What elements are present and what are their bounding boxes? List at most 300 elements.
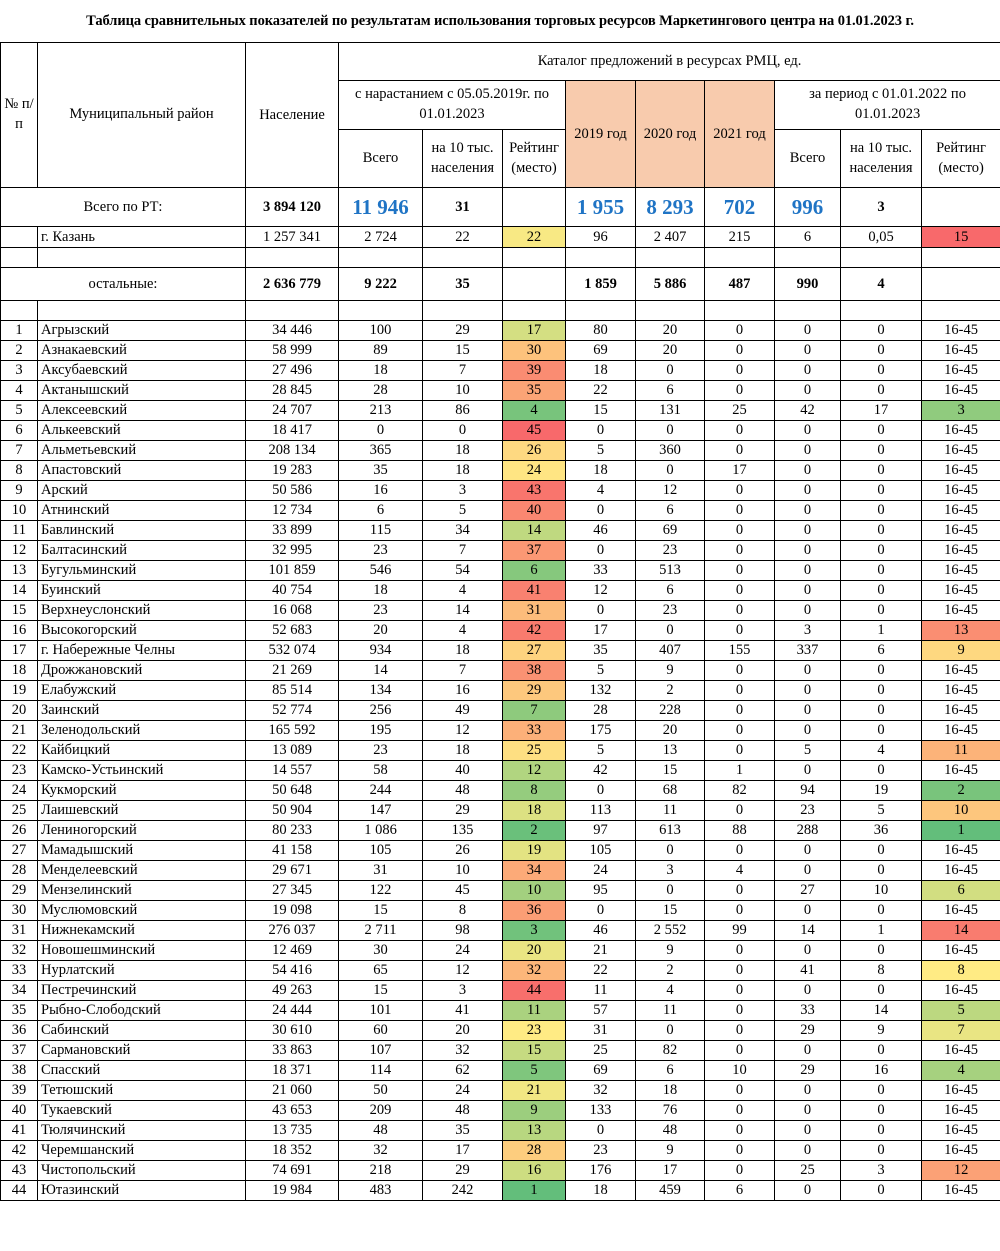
row-period-per10k: 0 [841, 501, 922, 521]
summary-kazan-2021: 215 [705, 227, 775, 248]
row-period-total: 0 [775, 561, 841, 581]
row-cum-total: 32 [339, 1141, 423, 1161]
row-period-total: 41 [775, 961, 841, 981]
row-period-per10k: 0 [841, 1181, 922, 1201]
table-row [1, 461, 1000, 481]
row-cum-per10k: 62 [423, 1061, 503, 1081]
row-2021: 0 [705, 521, 775, 541]
row-district: Новошешминский [38, 941, 246, 961]
table-row [1, 1001, 1000, 1021]
row-period-total: 0 [775, 381, 841, 401]
row-district: Ютазинский [38, 1181, 246, 1201]
row-district: Сармановский [38, 1041, 246, 1061]
table-row [1, 601, 1000, 621]
table-row [1, 821, 1000, 841]
row-2020: 0 [636, 881, 705, 901]
row-2020: 3 [636, 861, 705, 881]
row-cum-per10k: 48 [423, 1101, 503, 1121]
row-period-rating: 16-45 [922, 1041, 1000, 1061]
row-period-total: 29 [775, 1021, 841, 1041]
summary-kazan-period-total: 6 [775, 227, 841, 248]
summary-total-cum-per10k: 31 [423, 188, 503, 227]
row-period-total: 0 [775, 901, 841, 921]
summary-kazan-period-rating: 15 [922, 227, 1000, 248]
row-cum-per10k: 29 [423, 801, 503, 821]
row-population: 43 653 [246, 1101, 339, 1121]
table-row [1, 721, 1000, 741]
row-num: 6 [1, 421, 38, 441]
row-period-rating: 9 [922, 641, 1000, 661]
row-2021: 0 [705, 1021, 775, 1041]
row-population: 40 754 [246, 581, 339, 601]
row-district: г. Набережные Челны [38, 641, 246, 661]
row-period-total: 0 [775, 1101, 841, 1121]
row-2019: 5 [566, 661, 636, 681]
row-num: 10 [1, 501, 38, 521]
row-2021: 155 [705, 641, 775, 661]
row-2019: 0 [566, 501, 636, 521]
row-district: Апастовский [38, 461, 246, 481]
row-2021: 0 [705, 441, 775, 461]
row-num: 34 [1, 981, 38, 1001]
row-2020: 15 [636, 901, 705, 921]
row-cum-total: 20 [339, 621, 423, 641]
row-cum-total: 105 [339, 841, 423, 861]
summary-total-cum-total: 11 946 [339, 188, 423, 227]
row-2021: 82 [705, 781, 775, 801]
row-2019: 0 [566, 601, 636, 621]
summary-kazan-2020: 2 407 [636, 227, 705, 248]
row-district: Кукморский [38, 781, 246, 801]
table-row [1, 321, 1000, 341]
row-cum-rating: 3 [503, 921, 566, 941]
row-period-per10k: 0 [841, 361, 922, 381]
row-2020: 11 [636, 1001, 705, 1021]
row-2019: 18 [566, 461, 636, 481]
row-population: 50 586 [246, 481, 339, 501]
table-row [1, 481, 1000, 501]
row-cum-rating: 45 [503, 421, 566, 441]
row-2020: 0 [636, 1021, 705, 1041]
row-num: 44 [1, 1181, 38, 1201]
summary-kazan-cum-total: 2 724 [339, 227, 423, 248]
row-period-rating: 16-45 [922, 1121, 1000, 1141]
row-cum-total: 15 [339, 901, 423, 921]
row-period-rating: 16-45 [922, 421, 1000, 441]
row-district: Альметьевский [38, 441, 246, 461]
row-period-total: 0 [775, 681, 841, 701]
row-cum-per10k: 49 [423, 701, 503, 721]
row-cum-total: 365 [339, 441, 423, 461]
row-2019: 22 [566, 381, 636, 401]
row-2019: 24 [566, 861, 636, 881]
row-period-per10k: 0 [841, 601, 922, 621]
row-cum-per10k: 41 [423, 1001, 503, 1021]
table-row [1, 761, 1000, 781]
row-period-rating: 16-45 [922, 461, 1000, 481]
row-cum-per10k: 14 [423, 601, 503, 621]
row-district: Высокогорский [38, 621, 246, 641]
row-num: 9 [1, 481, 38, 501]
row-num: 43 [1, 1161, 38, 1181]
row-2021: 0 [705, 701, 775, 721]
row-period-total: 0 [775, 981, 841, 1001]
row-2020: 17 [636, 1161, 705, 1181]
table-row [1, 1181, 1000, 1201]
row-period-total: 0 [775, 1121, 841, 1141]
row-cum-total: 48 [339, 1121, 423, 1141]
row-district: Азнакаевский [38, 341, 246, 361]
row-2021: 0 [705, 961, 775, 981]
row-2020: 13 [636, 741, 705, 761]
row-district: Верхнеуслонский [38, 601, 246, 621]
row-num: 19 [1, 681, 38, 701]
row-cum-per10k: 26 [423, 841, 503, 861]
row-2019: 28 [566, 701, 636, 721]
row-district: Камско-Устьинский [38, 761, 246, 781]
row-2020: 2 552 [636, 921, 705, 941]
row-period-rating: 7 [922, 1021, 1000, 1041]
row-cum-rating: 12 [503, 761, 566, 781]
row-2020: 4 [636, 981, 705, 1001]
row-period-per10k: 0 [841, 1141, 922, 1161]
table-row [1, 441, 1000, 461]
row-period-rating: 16-45 [922, 361, 1000, 381]
header-2020: 2020 год [636, 81, 705, 188]
row-cum-total: 30 [339, 941, 423, 961]
summary-rest-period-rating [922, 268, 1000, 301]
row-period-rating: 16-45 [922, 481, 1000, 501]
row-district: Арский [38, 481, 246, 501]
row-cum-total: 244 [339, 781, 423, 801]
row-period-per10k: 1 [841, 921, 922, 941]
row-num: 13 [1, 561, 38, 581]
row-period-total: 0 [775, 481, 841, 501]
row-cum-rating: 41 [503, 581, 566, 601]
row-period-rating: 14 [922, 921, 1000, 941]
summary-row-kazan [1, 227, 1000, 248]
row-cum-rating: 36 [503, 901, 566, 921]
header-period-rating: Рейтинг (место) [922, 130, 1000, 188]
row-2021: 0 [705, 421, 775, 441]
row-period-rating: 16-45 [922, 1101, 1000, 1121]
header-2021: 2021 год [705, 81, 775, 188]
table-row [1, 701, 1000, 721]
table-row [1, 1061, 1000, 1081]
table-row [1, 381, 1000, 401]
table-row [1, 1041, 1000, 1061]
row-period-total: 0 [775, 861, 841, 881]
header-period-total: Всего [775, 130, 841, 188]
row-period-per10k: 0 [841, 1081, 922, 1101]
row-2021: 0 [705, 341, 775, 361]
row-period-rating: 16-45 [922, 681, 1000, 701]
row-period-rating: 16-45 [922, 441, 1000, 461]
row-2020: 613 [636, 821, 705, 841]
row-cum-rating: 11 [503, 1001, 566, 1021]
row-population: 33 863 [246, 1041, 339, 1061]
row-2021: 0 [705, 1161, 775, 1181]
row-2021: 0 [705, 1101, 775, 1121]
row-2020: 131 [636, 401, 705, 421]
row-period-total: 0 [775, 1141, 841, 1161]
row-cum-total: 18 [339, 361, 423, 381]
row-cum-per10k: 7 [423, 661, 503, 681]
row-district: Рыбно-Слободский [38, 1001, 246, 1021]
row-cum-total: 934 [339, 641, 423, 661]
row-2019: 175 [566, 721, 636, 741]
row-period-total: 0 [775, 341, 841, 361]
row-2019: 0 [566, 421, 636, 441]
row-cum-total: 15 [339, 981, 423, 1001]
row-2020: 360 [636, 441, 705, 461]
row-period-rating: 16-45 [922, 841, 1000, 861]
row-cum-per10k: 29 [423, 1161, 503, 1181]
row-population: 18 371 [246, 1061, 339, 1081]
row-period-rating: 16-45 [922, 981, 1000, 1001]
row-cum-rating: 14 [503, 521, 566, 541]
row-num: 28 [1, 861, 38, 881]
row-population: 27 496 [246, 361, 339, 381]
row-cum-per10k: 35 [423, 1121, 503, 1141]
row-period-total: 0 [775, 761, 841, 781]
row-period-total: 0 [775, 661, 841, 681]
spacer-row [1, 301, 1000, 321]
table-row [1, 961, 1000, 981]
row-period-rating: 16-45 [922, 341, 1000, 361]
row-2020: 11 [636, 801, 705, 821]
row-cum-total: 16 [339, 481, 423, 501]
row-period-per10k: 0 [841, 521, 922, 541]
row-period-per10k: 1 [841, 621, 922, 641]
row-num: 25 [1, 801, 38, 821]
row-cum-per10k: 40 [423, 761, 503, 781]
row-num: 15 [1, 601, 38, 621]
row-cum-rating: 44 [503, 981, 566, 1001]
row-period-per10k: 0 [841, 421, 922, 441]
row-2020: 6 [636, 581, 705, 601]
row-cum-total: 2 711 [339, 921, 423, 941]
row-period-per10k: 0 [841, 681, 922, 701]
row-district: Сабинский [38, 1021, 246, 1041]
row-population: 165 592 [246, 721, 339, 741]
row-population: 50 648 [246, 781, 339, 801]
row-period-total: 0 [775, 601, 841, 621]
row-2019: 113 [566, 801, 636, 821]
row-period-total: 29 [775, 1061, 841, 1081]
row-period-per10k: 0 [841, 861, 922, 881]
row-cum-rating: 16 [503, 1161, 566, 1181]
row-2020: 459 [636, 1181, 705, 1201]
row-num: 24 [1, 781, 38, 801]
row-district: Тетюшский [38, 1081, 246, 1101]
row-period-per10k: 36 [841, 821, 922, 841]
row-2019: 5 [566, 441, 636, 461]
row-district: Нижнекамский [38, 921, 246, 941]
row-2021: 0 [705, 1121, 775, 1141]
row-population: 208 134 [246, 441, 339, 461]
row-cum-per10k: 98 [423, 921, 503, 941]
summary-row-total [1, 188, 1000, 227]
row-district: Атнинский [38, 501, 246, 521]
table-row [1, 1021, 1000, 1041]
comparison-table [0, 42, 1000, 1201]
row-population: 101 859 [246, 561, 339, 581]
row-2021: 0 [705, 361, 775, 381]
summary-total-population: 3 894 120 [246, 188, 339, 227]
row-district: Актанышский [38, 381, 246, 401]
row-num: 8 [1, 461, 38, 481]
row-num: 14 [1, 581, 38, 601]
row-cum-total: 147 [339, 801, 423, 821]
row-2021: 6 [705, 1181, 775, 1201]
row-cum-per10k: 7 [423, 541, 503, 561]
row-period-rating: 6 [922, 881, 1000, 901]
row-period-total: 0 [775, 321, 841, 341]
row-period-rating: 5 [922, 1001, 1000, 1021]
row-period-per10k: 0 [841, 701, 922, 721]
row-period-per10k: 3 [841, 1161, 922, 1181]
table-row [1, 341, 1000, 361]
row-period-per10k: 0 [841, 481, 922, 501]
row-period-total: 25 [775, 1161, 841, 1181]
row-cum-per10k: 135 [423, 821, 503, 841]
row-period-per10k: 0 [841, 461, 922, 481]
row-district: Буинский [38, 581, 246, 601]
row-period-rating: 12 [922, 1161, 1000, 1181]
row-cum-per10k: 4 [423, 621, 503, 641]
row-period-total: 33 [775, 1001, 841, 1021]
row-2019: 80 [566, 321, 636, 341]
row-cum-rating: 39 [503, 361, 566, 381]
row-cum-total: 31 [339, 861, 423, 881]
row-num: 21 [1, 721, 38, 741]
table-row [1, 661, 1000, 681]
row-2020: 15 [636, 761, 705, 781]
row-period-per10k: 0 [841, 1121, 922, 1141]
row-num: 39 [1, 1081, 38, 1101]
page-title: Таблица сравнительных показателей по результатам использования торговых ресурсов Маркетингового центра на 01.01.2023 г. [86, 13, 914, 29]
row-population: 28 845 [246, 381, 339, 401]
row-population: 41 158 [246, 841, 339, 861]
row-cum-total: 23 [339, 541, 423, 561]
row-period-total: 0 [775, 421, 841, 441]
row-num: 2 [1, 341, 38, 361]
row-district: Мензелинский [38, 881, 246, 901]
row-population: 532 074 [246, 641, 339, 661]
row-num: 1 [1, 321, 38, 341]
row-num: 40 [1, 1101, 38, 1121]
row-cum-per10k: 12 [423, 961, 503, 981]
row-period-total: 14 [775, 921, 841, 941]
row-cum-per10k: 86 [423, 401, 503, 421]
row-population: 52 774 [246, 701, 339, 721]
row-cum-per10k: 54 [423, 561, 503, 581]
row-2020: 9 [636, 941, 705, 961]
row-cum-rating: 29 [503, 681, 566, 701]
summary-kazan-label: г. Казань [38, 227, 246, 248]
row-cum-rating: 13 [503, 1121, 566, 1141]
row-cum-per10k: 20 [423, 1021, 503, 1041]
row-cum-rating: 5 [503, 1061, 566, 1081]
summary-total-period-rating [922, 188, 1000, 227]
row-population: 13 735 [246, 1121, 339, 1141]
row-period-per10k: 0 [841, 901, 922, 921]
row-cum-per10k: 18 [423, 461, 503, 481]
table-row [1, 1121, 1000, 1141]
row-2020: 20 [636, 341, 705, 361]
row-cum-total: 218 [339, 1161, 423, 1181]
row-2019: 17 [566, 621, 636, 641]
row-cum-total: 100 [339, 321, 423, 341]
row-population: 16 068 [246, 601, 339, 621]
row-period-per10k: 0 [841, 1041, 922, 1061]
row-cum-rating: 9 [503, 1101, 566, 1121]
row-2021: 10 [705, 1061, 775, 1081]
row-2020: 6 [636, 501, 705, 521]
row-2021: 0 [705, 721, 775, 741]
row-period-per10k: 0 [841, 581, 922, 601]
row-2021: 0 [705, 501, 775, 521]
row-population: 50 904 [246, 801, 339, 821]
row-period-per10k: 0 [841, 721, 922, 741]
row-2021: 0 [705, 881, 775, 901]
row-num: 22 [1, 741, 38, 761]
row-2019: 0 [566, 1121, 636, 1141]
row-num: 4 [1, 381, 38, 401]
row-2019: 11 [566, 981, 636, 1001]
table-row [1, 581, 1000, 601]
row-2020: 82 [636, 1041, 705, 1061]
row-population: 19 984 [246, 1181, 339, 1201]
row-cum-rating: 37 [503, 541, 566, 561]
row-period-rating: 16-45 [922, 941, 1000, 961]
row-num: 29 [1, 881, 38, 901]
row-cum-rating: 18 [503, 801, 566, 821]
row-period-total: 0 [775, 701, 841, 721]
row-2019: 12 [566, 581, 636, 601]
row-2019: 25 [566, 1041, 636, 1061]
row-2021: 0 [705, 1041, 775, 1061]
row-2021: 0 [705, 1001, 775, 1021]
row-population: 24 707 [246, 401, 339, 421]
row-cum-total: 60 [339, 1021, 423, 1041]
row-cum-rating: 33 [503, 721, 566, 741]
row-2020: 407 [636, 641, 705, 661]
row-period-total: 94 [775, 781, 841, 801]
row-district: Спасский [38, 1061, 246, 1081]
summary-total-2020: 8 293 [636, 188, 705, 227]
table-row [1, 1161, 1000, 1181]
row-period-per10k: 10 [841, 881, 922, 901]
row-2019: 176 [566, 1161, 636, 1181]
row-cum-rating: 27 [503, 641, 566, 661]
row-2020: 0 [636, 361, 705, 381]
row-district: Бавлинский [38, 521, 246, 541]
row-period-per10k: 5 [841, 801, 922, 821]
row-cum-total: 89 [339, 341, 423, 361]
row-cum-rating: 24 [503, 461, 566, 481]
row-period-rating: 16-45 [922, 1181, 1000, 1201]
row-cum-total: 14 [339, 661, 423, 681]
row-cum-rating: 2 [503, 821, 566, 841]
row-cum-total: 50 [339, 1081, 423, 1101]
row-2021: 99 [705, 921, 775, 941]
summary-rest-label: остальные: [1, 268, 246, 301]
summary-rest-2019: 1 859 [566, 268, 636, 301]
row-period-per10k: 9 [841, 1021, 922, 1041]
row-period-rating: 16-45 [922, 1141, 1000, 1161]
